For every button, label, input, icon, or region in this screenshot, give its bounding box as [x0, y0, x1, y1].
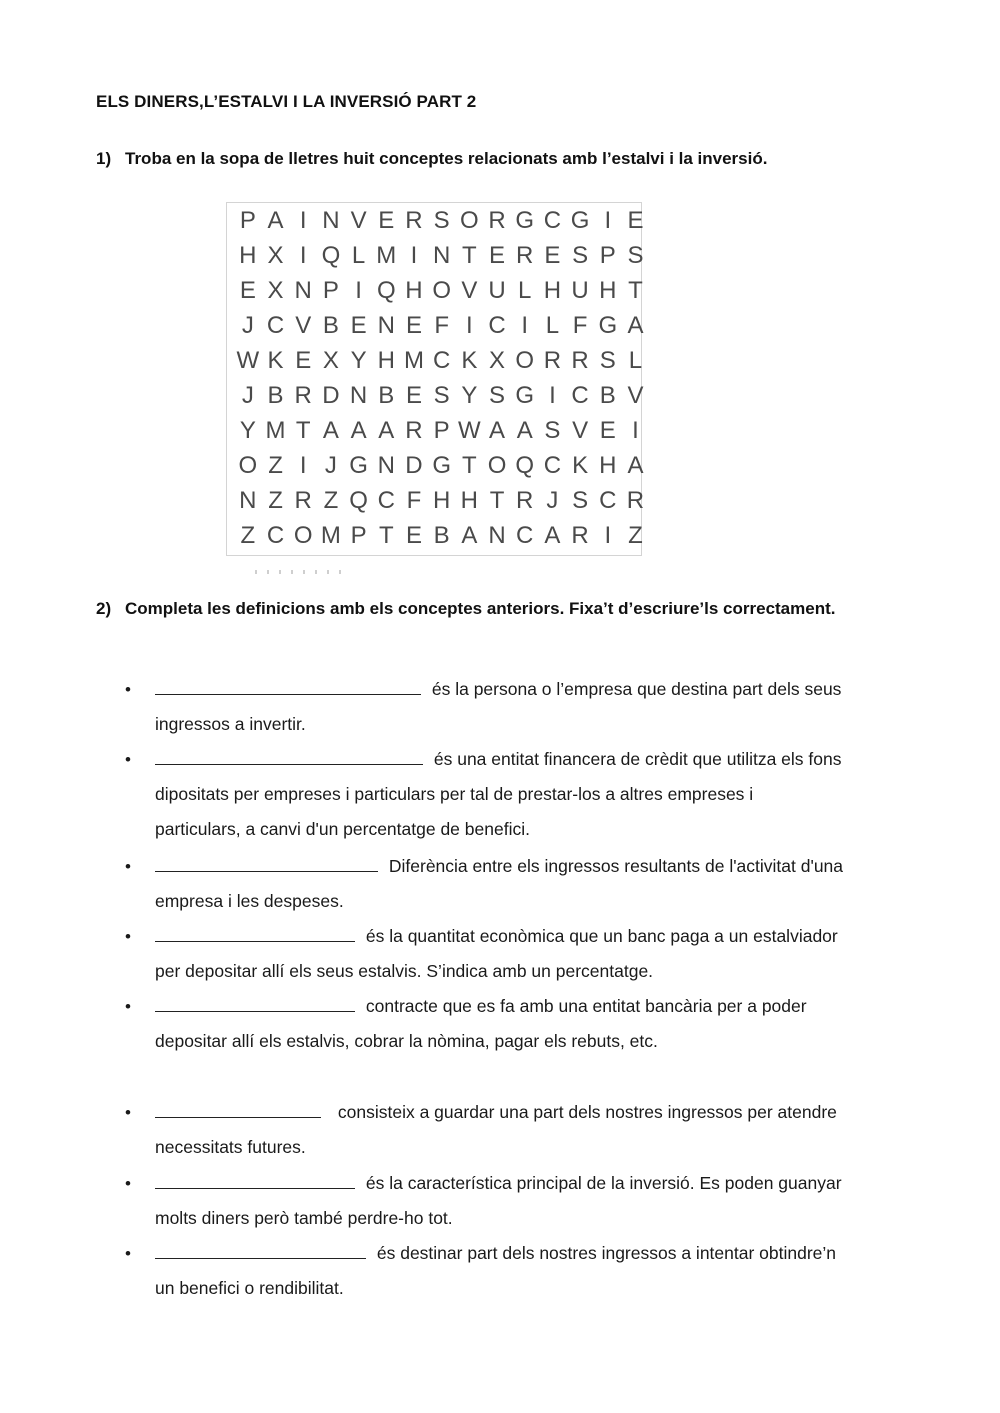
definition-line: és la persona o l’empresa que destina part dels seus	[431, 679, 842, 699]
word-search-letter[interactable]: P	[322, 277, 339, 304]
word-search-letter[interactable]: D	[322, 382, 340, 409]
word-search-letter[interactable]: A	[627, 452, 644, 479]
word-search-letter[interactable]: V	[572, 417, 589, 444]
word-search-letter[interactable]: G	[515, 382, 535, 409]
word-search-letter[interactable]: I	[549, 382, 556, 409]
word-search-letter[interactable]: I	[604, 207, 612, 234]
word-search-letter[interactable]: A	[489, 417, 506, 444]
word-search-letter[interactable]: A	[267, 207, 284, 234]
word-search-letter[interactable]: S	[572, 487, 589, 514]
bullet: •	[125, 997, 131, 1016]
word-search-letter[interactable]: S	[433, 207, 450, 234]
question-1-number: 1)	[96, 149, 112, 168]
word-search-letter[interactable]: G	[570, 207, 590, 234]
word-search-grid	[226, 202, 645, 556]
word-search-letter[interactable]: I	[410, 242, 418, 269]
word-search-row	[234, 521, 649, 551]
word-search-letter[interactable]: S	[489, 382, 506, 409]
word-search-row	[234, 416, 649, 446]
word-search-letter[interactable]: N	[488, 522, 506, 549]
word-search-letter[interactable]: E	[378, 207, 395, 234]
word-search-letter[interactable]: J	[241, 312, 254, 339]
word-search-letter[interactable]: H	[377, 347, 395, 374]
definition-line: és una entitat financera de crèdit que utilitza els fons	[433, 749, 842, 769]
word-search-letter[interactable]: C	[571, 382, 589, 409]
word-search-letter[interactable]: I	[299, 207, 307, 234]
word-search-letter[interactable]: K	[267, 347, 284, 374]
word-search-letter[interactable]: R	[626, 487, 645, 514]
word-search-letter[interactable]: C	[377, 487, 395, 514]
word-search-letter[interactable]: R	[543, 347, 562, 374]
definition-line: dipositats per empreses i particulars per tal de prestar-los a altres empreses i	[155, 784, 754, 804]
bullet: •	[125, 927, 131, 946]
word-search-letter[interactable]: H	[599, 452, 617, 479]
word-search-letter[interactable]: R	[571, 522, 589, 549]
word-search-letter[interactable]: P	[433, 417, 450, 444]
word-search-row	[234, 276, 649, 306]
word-search-letter[interactable]: U	[571, 277, 589, 304]
word-search-letter[interactable]: S	[544, 417, 561, 444]
word-search-row	[234, 486, 649, 516]
word-search-letter[interactable]: J	[241, 382, 254, 409]
definition-line: és la quantitat econòmica que un banc paga a un estalviador	[365, 926, 838, 946]
word-search-letter[interactable]: E	[544, 242, 561, 269]
definition-line: Diferència entre els ingressos resultants de l'activitat d'una	[388, 856, 844, 876]
word-search-letter[interactable]: M	[265, 417, 286, 444]
word-search-letter[interactable]: K	[572, 452, 589, 479]
word-search-letter[interactable]: I	[466, 312, 473, 339]
word-search-letter[interactable]: N	[432, 242, 451, 269]
word-search-letter[interactable]: X	[267, 242, 284, 269]
word-search-letter[interactable]: E	[627, 207, 644, 234]
answer-blank[interactable]	[155, 993, 355, 1012]
word-search-letter[interactable]: C	[432, 347, 451, 374]
word-search-letter[interactable]: R	[294, 487, 312, 514]
answer-blank[interactable]	[155, 853, 378, 872]
word-search-letter[interactable]: E	[295, 347, 312, 374]
word-search-letter[interactable]: G	[349, 452, 368, 479]
definition-line: empresa i les despeses.	[155, 891, 344, 911]
word-search-letter[interactable]: T	[378, 522, 394, 549]
word-search-letter[interactable]: N	[322, 207, 340, 234]
word-search-letter[interactable]: P	[239, 207, 256, 234]
word-search-letter[interactable]: Q	[349, 487, 368, 514]
word-search-letter[interactable]: A	[627, 312, 644, 339]
word-search-letter[interactable]: H	[460, 487, 479, 514]
word-search-row	[234, 311, 649, 341]
word-search-letter[interactable]: H	[405, 277, 423, 304]
definition-line: és la característica principal de la inversió. Es poden guanyar	[365, 1173, 842, 1193]
word-search-letter[interactable]: V	[461, 277, 478, 304]
word-search-letter[interactable]: Y	[350, 347, 367, 374]
word-search-letter[interactable]: C	[266, 522, 285, 549]
word-search-letter[interactable]: Z	[240, 522, 256, 549]
word-search-letter[interactable]: E	[405, 522, 422, 549]
word-search-letter[interactable]: H	[239, 242, 257, 269]
word-search-letter[interactable]: L	[351, 242, 366, 269]
word-search-letter[interactable]: I	[521, 312, 529, 339]
answer-blank[interactable]	[155, 746, 423, 765]
word-search-row	[234, 206, 649, 236]
word-search-letter[interactable]: A	[516, 417, 533, 444]
word-search-row	[234, 346, 649, 376]
word-search-letter[interactable]: A	[378, 417, 395, 444]
word-search-letter[interactable]: Z	[323, 487, 339, 514]
definition-line: és destinar part dels nostres ingressos a intentar obtindre’n	[376, 1243, 837, 1263]
definition-line: necessitats futures.	[155, 1137, 306, 1157]
word-search-letter[interactable]: V	[295, 312, 312, 339]
word-search-letter[interactable]: M	[376, 242, 397, 269]
word-search-letter[interactable]: Y	[461, 382, 478, 409]
word-search-letter[interactable]: T	[489, 487, 505, 514]
answer-blank[interactable]	[155, 923, 355, 942]
answer-blank[interactable]	[155, 676, 421, 695]
word-search-letter[interactable]: C	[599, 487, 617, 514]
word-search-letter[interactable]: B	[267, 382, 284, 409]
word-search-letter[interactable]: W	[458, 417, 481, 444]
word-search-letter[interactable]: Y	[239, 417, 256, 444]
word-search-letter[interactable]: X	[267, 277, 284, 304]
word-search-letter[interactable]: V	[350, 207, 367, 234]
word-search-letter[interactable]: J	[324, 452, 337, 479]
word-search-letter[interactable]: F	[572, 312, 588, 339]
word-search-letter[interactable]: Q	[321, 242, 341, 269]
word-search-letter[interactable]: T	[628, 277, 643, 304]
question-1-text: Troba en la sopa de lletres huit conceptes relacionats amb l’estalvi i la inversió.	[125, 149, 768, 168]
word-search-letter[interactable]: R	[294, 382, 312, 409]
word-search-letter[interactable]: O	[460, 207, 479, 234]
word-search-letter[interactable]: X	[489, 347, 506, 374]
word-search-letter[interactable]: M	[320, 522, 341, 549]
word-search-letter[interactable]: I	[299, 452, 307, 479]
word-search-letter[interactable]: E	[489, 242, 506, 269]
word-search-letter[interactable]: L	[545, 312, 560, 339]
word-search-letter[interactable]: B	[322, 312, 339, 339]
definition-line: consisteix a guardar una part dels nostres ingressos per atendre	[337, 1102, 837, 1122]
word-search-letter[interactable]: G	[432, 452, 451, 479]
word-search-letter[interactable]: R	[516, 487, 534, 514]
word-search-letter[interactable]: C	[543, 207, 562, 234]
word-search-letter[interactable]: S	[627, 242, 644, 269]
word-search-letter[interactable]: K	[461, 347, 478, 374]
definition-line: molts diners però també perdre-ho tot.	[155, 1208, 453, 1228]
question-2-text: Completa les definicions amb els conceptes anteriors. Fixa’t d’escriure’ls correctament.	[125, 599, 836, 618]
bullet: •	[125, 857, 131, 876]
scan-artifact	[255, 570, 345, 574]
word-search-letter[interactable]: O	[238, 452, 258, 479]
word-search-letter[interactable]: A	[350, 417, 367, 444]
word-search-letter[interactable]: N	[377, 452, 395, 479]
word-search-row	[234, 451, 649, 481]
word-search-letter[interactable]: B	[599, 382, 616, 409]
word-search-letter[interactable]: D	[405, 452, 423, 479]
word-search-letter[interactable]: T	[295, 417, 311, 444]
word-search-letter[interactable]: O	[487, 452, 507, 479]
word-search-letter[interactable]: H	[432, 487, 451, 514]
bullet: •	[125, 750, 131, 769]
word-search-letter[interactable]: E	[405, 312, 422, 339]
word-search-letter[interactable]: E	[599, 417, 616, 444]
answer-blank[interactable]	[155, 1099, 321, 1118]
word-search-letter[interactable]: P	[350, 522, 367, 549]
word-search-letter[interactable]: U	[488, 277, 506, 304]
word-search-letter[interactable]: N	[377, 312, 395, 339]
word-search-letter[interactable]: H	[543, 277, 562, 304]
word-search-letter[interactable]: E	[405, 382, 422, 409]
word-search-letter[interactable]: Z	[268, 487, 283, 514]
word-search-letter[interactable]: M	[403, 347, 424, 374]
word-search-letter[interactable]: S	[599, 347, 616, 374]
word-search-letter[interactable]: I	[355, 277, 362, 304]
definition-line: un benefici o rendibilitat.	[155, 1278, 344, 1298]
word-search-letter[interactable]: B	[433, 522, 450, 549]
page-title: ELS DINERS,L’ESTALVI I LA INVERSIÓ PART 2	[96, 92, 477, 111]
answer-blank[interactable]	[155, 1240, 366, 1259]
bullet: •	[125, 680, 131, 699]
question-2-number: 2)	[96, 599, 112, 618]
word-search-letter[interactable]: O	[432, 277, 451, 304]
answer-blank[interactable]	[155, 1170, 355, 1189]
word-search-letter[interactable]: A	[322, 417, 339, 444]
word-search-letter[interactable]: H	[599, 277, 617, 304]
word-search-letter[interactable]: T	[462, 242, 477, 269]
word-search-letter[interactable]: G	[515, 207, 535, 234]
word-search-letter[interactable]: E	[350, 312, 367, 339]
definition-line: per depositar allí els seus estalvis. S’indica amb un percentatge.	[155, 961, 654, 981]
word-search-letter[interactable]: J	[546, 487, 559, 514]
word-search-letter[interactable]: R	[571, 347, 589, 374]
word-search-letter[interactable]: R	[405, 207, 423, 234]
word-search-letter[interactable]: A	[544, 522, 561, 549]
definition-line: ingressos a invertir.	[155, 714, 306, 734]
word-search-letter[interactable]: Q	[515, 452, 535, 479]
word-search-letter[interactable]: G	[598, 312, 618, 339]
definition-line: depositar allí els estalvis, cobrar la nòmina, pagar els rebuts, etc.	[155, 1031, 658, 1051]
word-search-letter[interactable]: C	[543, 452, 562, 479]
word-search-row	[234, 241, 649, 271]
word-search-letter[interactable]: P	[599, 242, 616, 269]
definition-line: particulars, a canvi d'un percentatge de benefici.	[155, 819, 530, 839]
word-search-letter[interactable]: Z	[268, 452, 283, 479]
word-search-letter[interactable]: L	[518, 277, 532, 304]
word-search-letter[interactable]: C	[266, 312, 285, 339]
word-search-letter[interactable]: E	[239, 277, 256, 304]
word-search-letter[interactable]: N	[239, 487, 257, 514]
word-search-letter[interactable]: F	[406, 487, 422, 514]
word-search-letter[interactable]: I	[299, 242, 307, 269]
word-search-letter[interactable]: F	[434, 312, 449, 339]
word-search-letter[interactable]: N	[294, 277, 312, 304]
word-search-letter[interactable]: R	[516, 242, 534, 269]
word-search-letter[interactable]: X	[322, 347, 339, 374]
word-search-letter[interactable]: Z	[628, 522, 643, 549]
word-search-letter[interactable]: L	[628, 347, 643, 374]
word-search-letter[interactable]: C	[488, 312, 506, 339]
word-search-letter[interactable]: C	[516, 522, 534, 549]
word-search-letter[interactable]: O	[515, 347, 535, 374]
word-search-letter[interactable]: Q	[376, 277, 396, 304]
word-search-letter[interactable]: R	[488, 207, 506, 234]
word-search-letter[interactable]: O	[293, 522, 313, 549]
word-search-letter[interactable]: S	[572, 242, 589, 269]
definition-line: contracte que es fa amb una entitat bancària per a poder	[365, 996, 807, 1016]
word-search-letter[interactable]: R	[405, 417, 423, 444]
word-search-letter[interactable]: T	[462, 452, 477, 479]
bullet: •	[125, 1244, 131, 1263]
bullet: •	[125, 1103, 131, 1122]
word-search-letter[interactable]: N	[349, 382, 368, 409]
word-search-letter[interactable]: B	[378, 382, 395, 409]
word-search-letter[interactable]: I	[632, 417, 639, 444]
word-search-letter[interactable]: I	[604, 522, 612, 549]
bullet: •	[125, 1174, 131, 1193]
word-search-letter[interactable]: V	[627, 382, 644, 409]
word-search-letter[interactable]: S	[433, 382, 450, 409]
word-search-letter[interactable]: A	[461, 522, 478, 549]
word-search-row	[234, 381, 649, 411]
word-search-letter[interactable]: W	[236, 347, 260, 374]
